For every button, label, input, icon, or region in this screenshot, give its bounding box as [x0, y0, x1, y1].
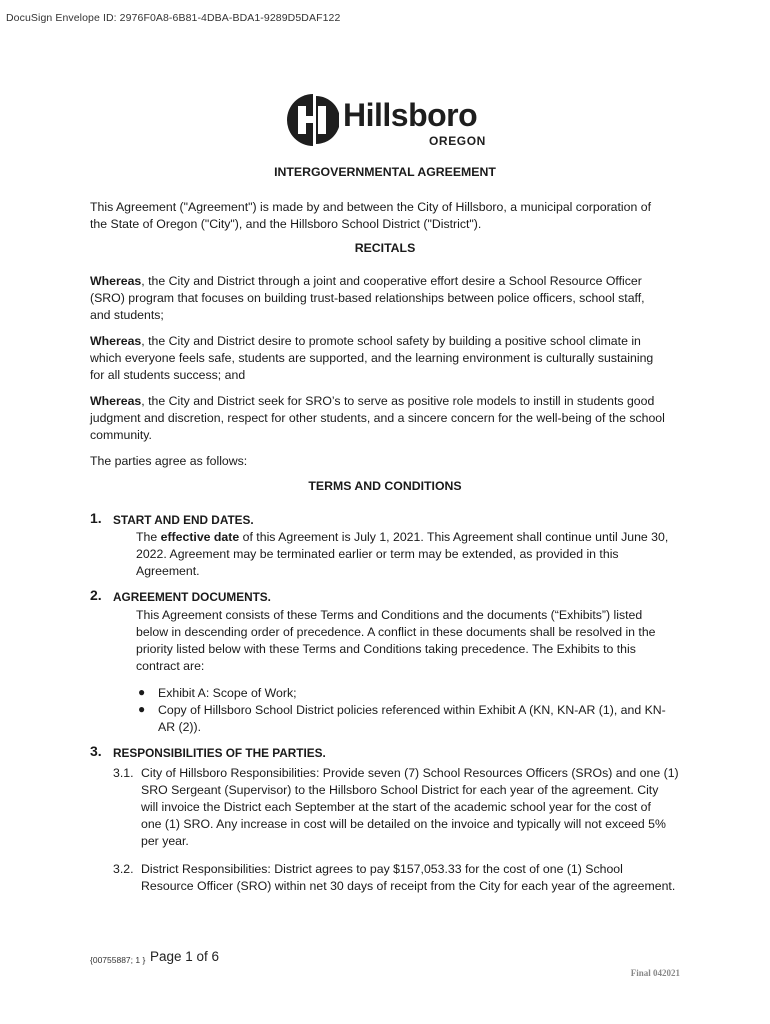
section-line: below in descending order of precedence. A conflict in these documents shall be resolved in the	[136, 625, 656, 639]
recital-paragraph	[90, 393, 680, 444]
subsection-body: District Responsibilities: District agrees to pay $157,053.33 for the cost of one (1) School Resource Officer (SRO) within net 30 days of receipt from the City for each year of the agreement.	[141, 862, 676, 893]
subsection-body: City of Hillsboro Responsibilities: Provide seven (7) School Resources Officers (SROs) and one (1) SRO Sergeant (Supervisor) to the Hillsboro School District for each year of the agreement. City will invoice the District each September at the start of the academic school year for the cost of one (1) SRO. Any increase in cost will be detailed on the invoice and typically will not exceed 5% per year.	[141, 766, 679, 848]
section-number: 1.	[90, 510, 102, 526]
footer-version-stamp: Final 042021	[630, 968, 680, 978]
recital-line: community.	[90, 428, 152, 442]
logo-subtitle: OREGON	[429, 134, 486, 148]
section-line: contract are:	[136, 659, 205, 673]
recital-line: which everyone feels safe, students are supported, and the learning environment is culturally sustaining	[90, 351, 654, 365]
effective-date-label: effective date	[160, 530, 240, 544]
section-body	[136, 529, 680, 580]
bullet-dot: ●	[138, 685, 146, 699]
bullet-item: Exhibit A: Scope of Work;	[158, 686, 297, 700]
recital-paragraph	[90, 273, 680, 324]
section-line: Agreement.	[136, 564, 200, 578]
recital-line: Whereas, the City and District through a joint and cooperative effort desire a School Resource Officer	[90, 274, 642, 288]
docusign-envelope-id: DocuSign Envelope ID: 2976F0A8-6B81-4DBA-BDA1-9289D5DAF122	[6, 12, 341, 24]
section-heading: RESPONSIBILITIES OF THE PARTIES.	[113, 746, 326, 760]
section-number: 2.	[90, 587, 102, 603]
recital-line: Whereas, the City and District desire to promote school safety by building a positive school climate in	[90, 334, 641, 348]
section-heading: AGREEMENT DOCUMENTS.	[113, 590, 271, 604]
recitals-heading: RECITALS	[354, 241, 416, 255]
recital-lead: Whereas	[90, 334, 142, 348]
subsection-number: 3.2.	[113, 862, 134, 876]
terms-heading: TERMS AND CONDITIONS	[308, 479, 462, 493]
recital-line: and students;	[90, 308, 164, 322]
hillsboro-logo-icon	[287, 92, 339, 148]
agree-line: The parties agree as follows:	[90, 454, 248, 468]
intro-line: This Agreement ("Agreement") is made by and between the City of Hillsboro, a municipal corporation of	[90, 200, 651, 214]
recital-line: (SRO) program that focuses on building trust-based relationships between police officers, school staff,	[90, 291, 645, 305]
intro-paragraph	[90, 199, 680, 233]
section-line: priority listed below with these Terms and Conditions taking precedence. The Exhibits to this	[136, 642, 636, 656]
section-line: The effective date of this Agreement is July 1, 2021. This Agreement shall continue until June 30,	[136, 530, 669, 544]
footer-document-code: {00755887; 1 }	[90, 955, 146, 965]
bullet-item: Copy of Hillsboro School District policies referenced within Exhibit A (KN, KN-AR (1), and KN- AR (2)).	[158, 703, 666, 734]
hillsboro-logo	[287, 92, 487, 148]
section-line: This Agreement consists of these Terms and Conditions and the documents (“Exhibits”) listed	[136, 608, 643, 622]
recital-lead: Whereas	[90, 274, 142, 288]
recital-lead: Whereas	[90, 394, 142, 408]
intro-line: the State of Oregon ("City"), and the Hillsboro School District ("District").	[90, 217, 482, 231]
document-title: INTERGOVERNMENTAL AGREEMENT	[274, 165, 496, 179]
section-number: 3.	[90, 743, 102, 759]
recital-line: for all students success; and	[90, 368, 246, 382]
section-heading: START AND END DATES.	[113, 513, 254, 527]
footer-page-number: Page 1 of 6	[150, 949, 220, 964]
recital-line: judgment and discretion, respect for other students, and a sincere concern for the well-being of the school	[90, 411, 665, 425]
recital-line: Whereas, the City and District seek for SRO’s to serve as positive role models to instill in students good	[90, 394, 655, 408]
section-body	[136, 607, 680, 675]
section-line: 2022. Agreement may be terminated earlier or term may be extended, as provided in this	[136, 547, 619, 561]
bullet-dot: ●	[138, 702, 146, 716]
subsection-number: 3.1.	[113, 766, 134, 780]
recital-paragraph	[90, 333, 680, 384]
logo-wordmark: Hillsboro	[343, 97, 478, 133]
